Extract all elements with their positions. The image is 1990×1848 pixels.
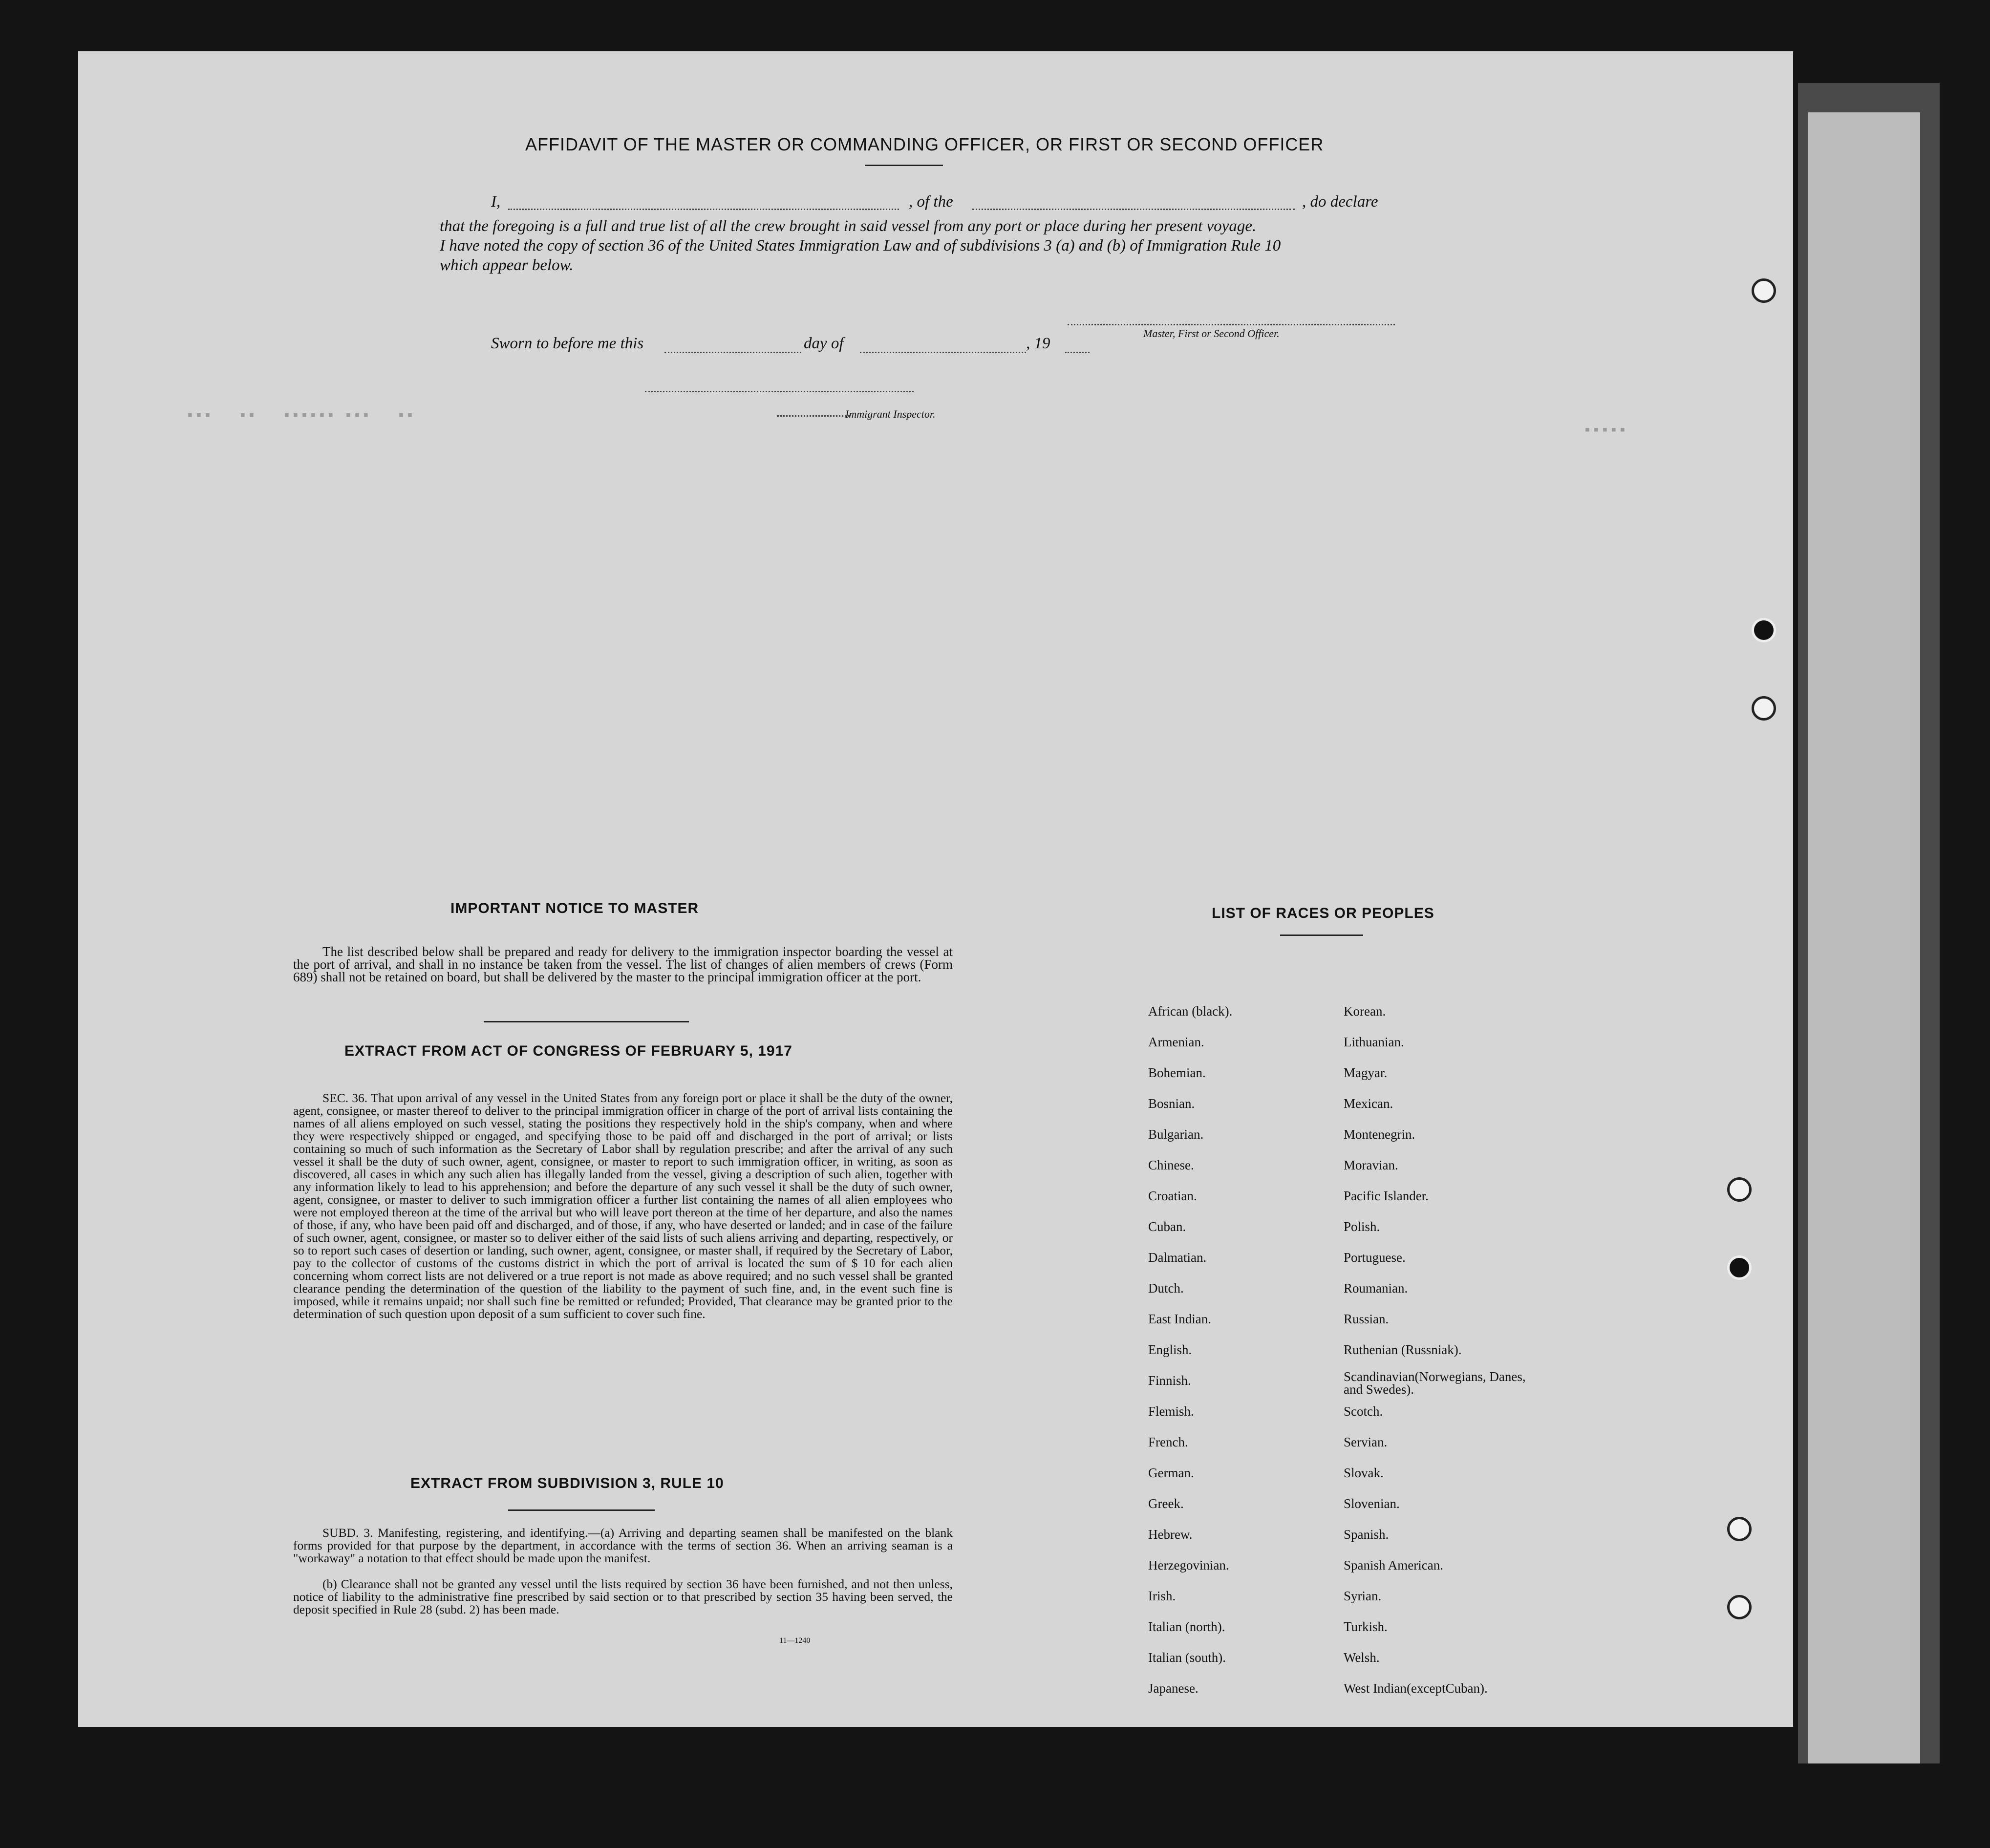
- race-item: West Indian(exceptCuban).: [1344, 1681, 1488, 1696]
- race-item: Hebrew.: [1148, 1527, 1193, 1542]
- race-item: Russian.: [1344, 1312, 1389, 1326]
- rule-body-a: SUBD. 3. Manifesting, registering, and identifying.—(a) Arriving and departing seamen shall be manifested on the blank forms provided for that purpose by the department, in accordance with the terms of section 36. When an arriving seaman is a "workaway" a notation to that effect should be made upon the manifest.: [293, 1526, 953, 1565]
- race-item: Montenegrin.: [1344, 1127, 1415, 1142]
- section-divider: [484, 1021, 689, 1022]
- name-field[interactable]: [508, 209, 899, 210]
- underlying-page-edge: [1808, 112, 1920, 1763]
- signature-caption: Master, First or Second Officer.: [1143, 327, 1280, 340]
- day-of-label: day of: [804, 335, 844, 352]
- race-item: Spanish.: [1344, 1527, 1389, 1542]
- race-item: Bulgarian.: [1148, 1127, 1204, 1142]
- race-item: Slovenian.: [1344, 1496, 1400, 1511]
- race-item: Portuguese.: [1344, 1250, 1406, 1265]
- races-title-underline: [1280, 935, 1363, 936]
- race-item: French.: [1148, 1435, 1188, 1449]
- binder-hole: [1727, 1517, 1752, 1541]
- affidavit-text-line: that the foregoing is a full and true list of all the crew brought in said vessel from any port or place during her present voyage.: [440, 217, 1257, 235]
- race-item: Polish.: [1344, 1219, 1380, 1234]
- section-divider: [508, 1509, 655, 1511]
- of-the-label: , of the: [909, 193, 953, 211]
- year-field[interactable]: [1065, 352, 1090, 353]
- race-item: English.: [1148, 1342, 1192, 1357]
- rule-title: EXTRACT FROM SUBDIVISION 3, RULE 10: [410, 1475, 724, 1491]
- binder-hole: [1727, 1595, 1752, 1619]
- affidavit-text: [440, 216, 1383, 275]
- race-item: Irish.: [1148, 1589, 1176, 1603]
- race-item: Bohemian.: [1148, 1065, 1206, 1080]
- day-field[interactable]: [664, 352, 801, 353]
- race-item: Lithuanian.: [1344, 1035, 1404, 1049]
- race-item: Herzegovinian.: [1148, 1558, 1229, 1572]
- race-item: Croatian.: [1148, 1189, 1197, 1203]
- binder-hole: [1727, 1177, 1752, 1202]
- bleed-through-text: ▪▪▪▪▪: [1583, 423, 1627, 439]
- inspector-lead-dots: [777, 415, 850, 417]
- form-number: 11—1240: [779, 1636, 811, 1645]
- race-item: Italian (north).: [1148, 1619, 1225, 1634]
- race-item: Mexican.: [1344, 1096, 1393, 1111]
- race-item: Italian (south).: [1148, 1650, 1226, 1665]
- race-item: Japanese.: [1148, 1681, 1198, 1696]
- race-item: Chinese.: [1148, 1158, 1194, 1172]
- vessel-field[interactable]: [972, 209, 1295, 210]
- race-item: African (black).: [1148, 1004, 1233, 1019]
- signature-field[interactable]: [1068, 324, 1395, 325]
- rule-body-b: (b) Clearance shall not be granted any vessel until the lists required by section 36 have been furnished, and not then unless, notice of liability to the administrative fine prescribed by said section or to that prescribed by section 35 having been served, the deposit specified in Rule 28 (subd. 2) has been made.: [293, 1577, 953, 1616]
- race-item: Turkish.: [1344, 1619, 1388, 1634]
- races-title: LIST OF RACES OR PEOPLES: [1212, 905, 1434, 921]
- bleed-through-text: ▪▪▪ ▪▪ ▪▪▪▪▪▪ ▪▪▪ ▪▪: [186, 408, 415, 425]
- race-item: Roumanian.: [1344, 1281, 1408, 1296]
- i-label: I,: [491, 193, 501, 211]
- race-item: Ruthenian (Russniak).: [1344, 1342, 1462, 1357]
- inspector-signature-field[interactable]: [645, 391, 914, 392]
- month-field[interactable]: [860, 352, 1026, 353]
- race-item: Finnish.: [1148, 1373, 1191, 1388]
- act-title: EXTRACT FROM ACT OF CONGRESS OF FEBRUARY 5, 1917: [344, 1043, 792, 1059]
- race-item: Flemish.: [1148, 1404, 1194, 1419]
- race-item: Syrian.: [1344, 1589, 1382, 1603]
- notice-title: IMPORTANT NOTICE TO MASTER: [450, 900, 699, 916]
- race-item: East Indian.: [1148, 1312, 1211, 1326]
- race-item: Greek.: [1148, 1496, 1184, 1511]
- race-item: Cuban.: [1148, 1219, 1186, 1234]
- race-item: Slovak.: [1344, 1466, 1384, 1480]
- race-item: Moravian.: [1344, 1158, 1398, 1172]
- race-item: Scandinavian(Norwegians, Danes, and Swedes).: [1344, 1369, 1526, 1397]
- race-item: German.: [1148, 1466, 1194, 1480]
- notice-body: The list described below shall be prepared and ready for delivery to the immigration inspector boarding the vessel at the port of arrival, and shall in no instance be taken from the vessel. The list of changes of alien members of crews (Form 689) shall not be retained on board, but shall be delivered by the master to the principal immigration officer at the port.: [293, 944, 953, 984]
- year-label: , 19: [1026, 335, 1050, 352]
- affidavit-title: AFFIDAVIT OF THE MASTER OR COMMANDING OFFICER, OR FIRST OR SECOND OFFICER: [525, 134, 1324, 154]
- race-item: Dalmatian.: [1148, 1250, 1207, 1265]
- race-item: Scotch.: [1344, 1404, 1383, 1419]
- manifest-page: [78, 51, 1793, 1727]
- race-item: Pacific Islander.: [1344, 1189, 1429, 1203]
- race-item: Armenian.: [1148, 1035, 1204, 1049]
- binder-hole: [1752, 278, 1776, 303]
- binder-hole: [1752, 696, 1776, 721]
- race-item: Bosnian.: [1148, 1096, 1195, 1111]
- race-item: Dutch.: [1148, 1281, 1184, 1296]
- title-underline: [865, 165, 943, 166]
- race-item: Korean.: [1344, 1004, 1386, 1019]
- affidavit-text-line: which appear below.: [440, 256, 574, 274]
- affidavit-text-line: I have noted the copy of section 36 of the United States Immigration Law and of subdivisions 3 (a) and (b) of Immigration Rule 10: [440, 237, 1281, 255]
- inspector-caption: Immigrant Inspector.: [845, 408, 936, 420]
- binder-hole: [1752, 618, 1776, 642]
- race-item: Magyar.: [1344, 1065, 1388, 1080]
- binder-hole: [1727, 1255, 1752, 1280]
- race-item: Spanish American.: [1344, 1558, 1443, 1572]
- declare-label: , do declare: [1302, 193, 1378, 211]
- race-item: Servian.: [1344, 1435, 1388, 1449]
- race-item: Welsh.: [1344, 1650, 1380, 1665]
- sworn-label: Sworn to before me this: [491, 335, 644, 352]
- act-body: SEC. 36. That upon arrival of any vessel in the United States from any foreign port or place it shall be the duty of the owner, agent, consignee, or master thereof to deliver to the principal immigration officer in charge of the port of arrival lists containing the names of all aliens employed on such vessel, stating the positions they respectively hold in the ship's company, when and where they were respectively shipped or engaged, and specifying those to be paid off and discharged in the port of arrival; or lists containing so much of such information as the Secretary of Labor shall by regulation prescribe; and after the arrival of any such vessel it shall be the duty of such owner, agent, consignee, or master to report to such immigration officer, in writing, as soon as discovered, all cases in which any such alien has illegally landed from the vessel, giving a description of such alien, together with any information likely to lead to his apprehension; and before the departure of any such vessel it shall be the duty of such owner, agent, consignee, or master to deliver to such immigration officer a further list containing the names of all alien employees who were not employed thereon at the time of the arrival but who will leave port thereon at the time of her departure, and also the names of those, if any, who have been paid off and discharged, and of those, if any, who have deserted or landed; and in case of the failure of such owner, agent, consignee, or master so to deliver either of the said lists of such aliens arriving and departing, respectively, or so to report such cases of desertion or landing, such owner, agent, consignee, or master shall, if required by the Secretary of Labor, pay to the collector of customs of the customs district in which the port of arrival is located the sum of $ 10 for each alien concerning whom correct lists are not delivered or a true report is not made as above required; and no such vessel shall be granted clearance pending the determination of the question of the liability to the payment of such fine, and, in the event such fine is imposed, while it remains unpaid; nor shall such fine be remitted or refunded; Provided, That clearance may be granted prior to the determination of such question upon deposit of a sum sufficient to cover such fine.: [293, 1091, 953, 1321]
